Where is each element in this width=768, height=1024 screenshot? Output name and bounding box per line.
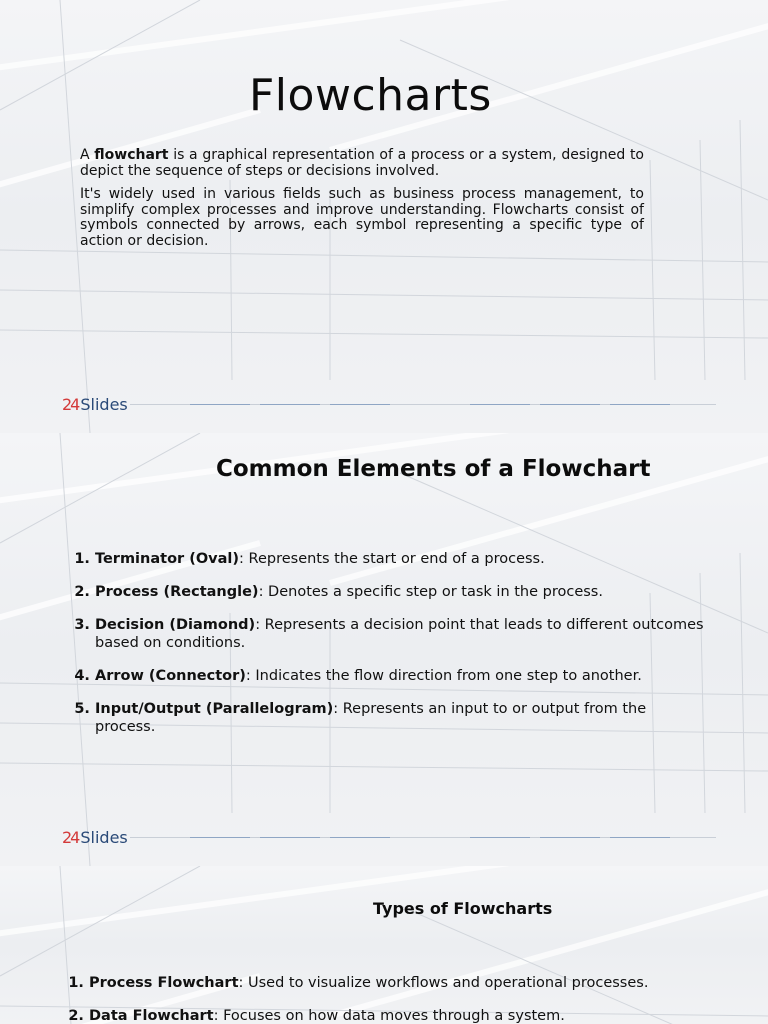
list-item [95, 550, 711, 568]
item-description: : Represents a decision point that leads to different outcomes based on conditions. [95, 617, 704, 651]
flowchart-elements-list [95, 550, 711, 751]
item-term: Decision (Diamond) [95, 617, 256, 633]
logo-text: Slides [80, 395, 128, 414]
item-term: Data Flowchart [89, 1008, 214, 1024]
item-description: : Focuses on how data moves through a system. [213, 1008, 565, 1024]
slide-title: Flowcharts [249, 70, 492, 121]
definition-keyword: flowchart [94, 147, 169, 163]
list-item [95, 700, 711, 736]
list-item [89, 974, 729, 992]
slide-title: Common Elements of a Flowchart [216, 456, 651, 482]
footer-divider [130, 837, 716, 838]
item-term: Terminator (Oval) [95, 551, 240, 567]
usage-paragraph: It's widely used in various fields such as business process management, to simplify complex processes and improve understanding. Flowcharts consist of symbols connected by arrows, each symbol representing a specific type of action or decision. [80, 186, 644, 249]
item-term: Input/Output (Parallelogram) [95, 701, 334, 717]
logo-number: 24 [62, 828, 79, 847]
slide-title: Types of Flowcharts [373, 899, 553, 918]
item-description: : Represents an input to or output from the process. [95, 701, 647, 735]
logo-text: Slides [80, 828, 128, 847]
definition-text: is a graphical representation of a process or a system, designed to depict the sequence of steps or decisions involved. [80, 147, 644, 179]
slide-types-of-flowcharts [0, 866, 768, 1024]
item-description: : Denotes a specific step or task in the process. [258, 584, 603, 600]
24slides-logo [62, 828, 128, 848]
item-term: Arrow (Connector) [95, 668, 246, 684]
slide-footer [0, 826, 768, 852]
definition-prefix: A [80, 147, 95, 163]
slide-footer [0, 393, 768, 419]
item-term: Process Flowchart [89, 975, 239, 991]
list-item [95, 616, 711, 652]
item-description: : Indicates the flow direction from one step to another. [245, 668, 642, 684]
item-description: : Used to visualize workflows and operational processes. [238, 975, 649, 991]
item-term: Process (Rectangle) [95, 584, 259, 600]
footer-divider [130, 404, 716, 405]
intro-text-block [80, 148, 644, 257]
24slides-logo [62, 395, 128, 415]
logo-number: 24 [62, 395, 79, 414]
slide-common-elements [0, 433, 768, 866]
list-item [89, 1007, 729, 1024]
item-description: : Represents the start or end of a process. [239, 551, 545, 567]
slide-flowcharts-intro [0, 0, 768, 433]
list-item [95, 667, 711, 685]
definition-paragraph [80, 148, 644, 179]
flowchart-types-list [89, 974, 729, 1024]
list-item [95, 583, 711, 601]
